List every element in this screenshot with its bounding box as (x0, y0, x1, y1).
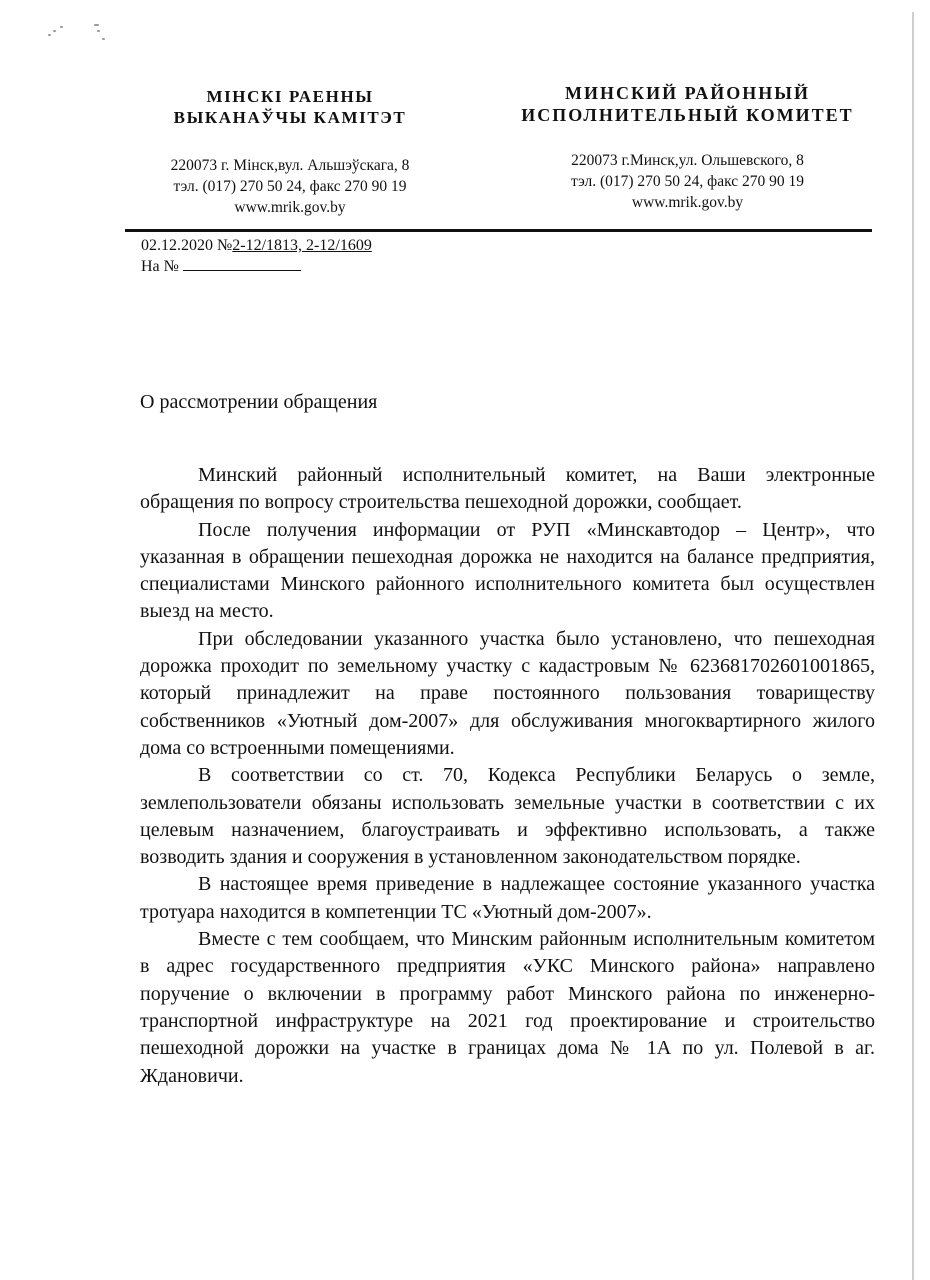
paragraph: После получения информации от РУП «Минскавтодор – Центр», что указанная в обращении пешеходная дорожка не находится на балансе предприятия, специалистами Минского районного исполнительного комитета был осуществлен выезд на место. (140, 518, 875, 623)
letterhead-divider (125, 229, 872, 232)
letter-body (140, 462, 875, 1090)
org-name-ru (505, 82, 870, 126)
letterhead-russian (505, 82, 870, 213)
org-name-line1: МІНСКІ РАЕННЫ (206, 87, 374, 106)
registration-block (141, 236, 372, 277)
letterhead-belarusian (135, 86, 445, 218)
reply-to-blank (183, 256, 301, 271)
org-name-by (135, 86, 445, 128)
paragraph: При обследовании указанного участка было установлено, что пешеходная дорожка проходит по земельному участку с кадастровым № 623681702601001865, который принадлежит на праве постоянного пользования товариществу собственников «Уютный дом-2007» для обслуживания многоквартирного жилого дома со встроенными помещениями. (140, 627, 875, 759)
paragraph: В настоящее время приведение в надлежащее состояние указанного участка тротуара находится в компетенции ТС «Уютный дом-2007». (140, 873, 875, 923)
letter-number: 2-12/1813, 2-12/1609 (232, 237, 372, 254)
address: 220073 г. Мінск,вул. Альшэўскага, 8 (170, 157, 410, 174)
org-contacts-by (135, 155, 445, 218)
phone: тэл. (017) 270 50 24, факс 270 90 19 (570, 173, 805, 190)
website: www.mrik.gov.by (234, 199, 346, 216)
page-edge-line (912, 12, 914, 1280)
org-name-line2: ВЫКАНАЎЧЫ КАМІТЭТ (173, 108, 407, 127)
paragraph: Вместе с тем сообщаем, что Минским районным исполнительным комитетом в адрес государственного предприятия «УКС Минского района» направлено поручение о включении в программу работ Минского района по инженерно-транспортной инфраструктуре на 2021 год проектирование и строительство пешеходной дорожки на участке в границах дома № 1А по ул. Полевой в аг. Ждановичи. (140, 928, 875, 1087)
paragraph: Минский районный исполнительный комитет, на Ваши электронные обращения по вопросу строительства пешеходной дорожки, сообщает. (140, 464, 875, 514)
website: www.mrik.gov.by (631, 194, 744, 211)
reply-to-label: На № (141, 258, 179, 275)
address: 220073 г.Минск,ул. Ольшевского, 8 (571, 152, 804, 169)
scan-artifacts (44, 20, 114, 50)
letter-subject: О рассмотрении обращения (140, 391, 378, 413)
number-sign: № (217, 237, 233, 254)
reply-to-number (141, 256, 372, 277)
org-name-line2: ИСПОЛНИТЕЛЬНЫЙ КОМИТЕТ (521, 105, 854, 125)
org-name-line1: МИНСКИЙ РАЙОННЫЙ (565, 83, 810, 103)
letter-date: 02.12.2020 (141, 237, 213, 254)
paragraph: В соответствии со ст. 70, Кодекса Республики Беларусь о земле, землепользователи обязаны использовать земельные участки в соответствии с их целевым назначением, благоустраивать и эффективно использовать, а также возводить здания и сооружения в установленном законодательством порядке. (140, 764, 875, 869)
org-contacts-ru (505, 150, 870, 213)
phone: тэл. (017) 270 50 24, факс 270 90 19 (173, 178, 407, 195)
outgoing-number (141, 236, 372, 256)
